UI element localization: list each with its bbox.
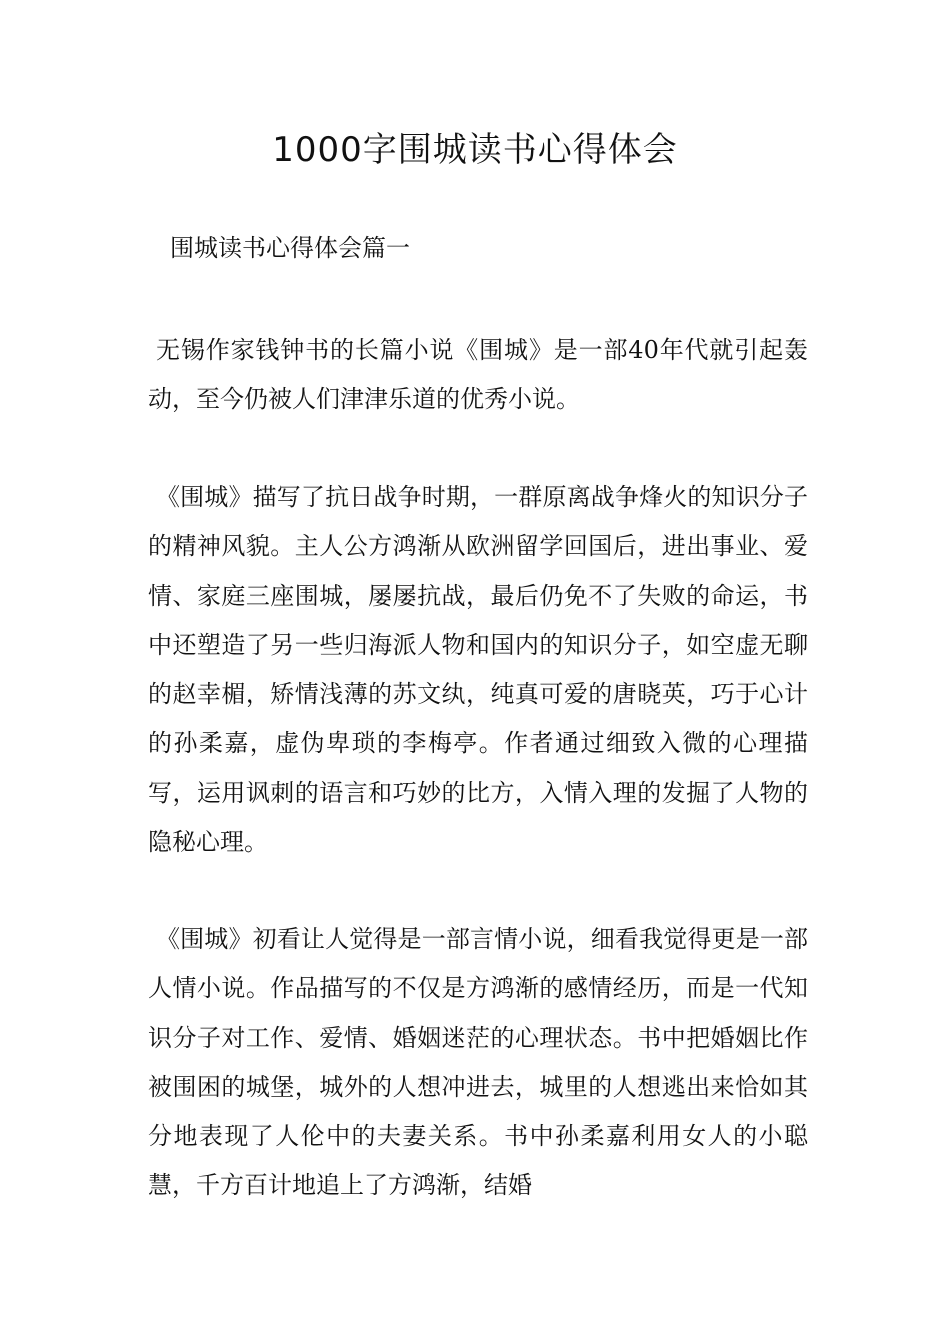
document-title: 1000字围城读书心得体会 [272,130,678,170]
paragraph-2: 《围城》描写了抗日战争时期，一群原离战争烽火的知识分子的精神风貌。主人公方鸿渐从欧洲留学回国后，进出事业、爱情、家庭三座围城，屡屡抗战，最后仍免不了失败的命运，书中还塑造了另一些归海派人物和国内的知识分子，如空虚无聊的赵幸楣，矫情浅薄的苏文纨，纯真可爱的唐晓英，巧于心计的孙柔嘉，虚伪卑琐的李梅亭。作者通过细致入微的心理描写，运用讽刺的语言和巧妙的比方，入情入理的发掘了人物的隐秘心理。 [148,483,808,857]
section-heading: 围城读书心得体会篇一 [170,234,410,262]
paragraph-1: 无锡作家钱钟书的长篇小说《围城》是一部40年代就引起轰动，至今仍被人们津津乐道的优秀小说。 [148,336,808,414]
paragraph-3: 《围城》初看让人觉得是一部言情小说，细看我觉得更是一部人情小说。作品描写的不仅是方鸿渐的感情经历，而是一代知识分子对工作、爱情、婚姻迷茫的心理状态。书中把婚姻比作被围困的城堡，城外的人想冲进去，城里的人想逃出来恰如其分地表现了人伦中的夫妻关系。书中孙柔嘉利用女人的小聪慧，千方百计地追上了方鸿渐，结婚 [148,925,808,1200]
